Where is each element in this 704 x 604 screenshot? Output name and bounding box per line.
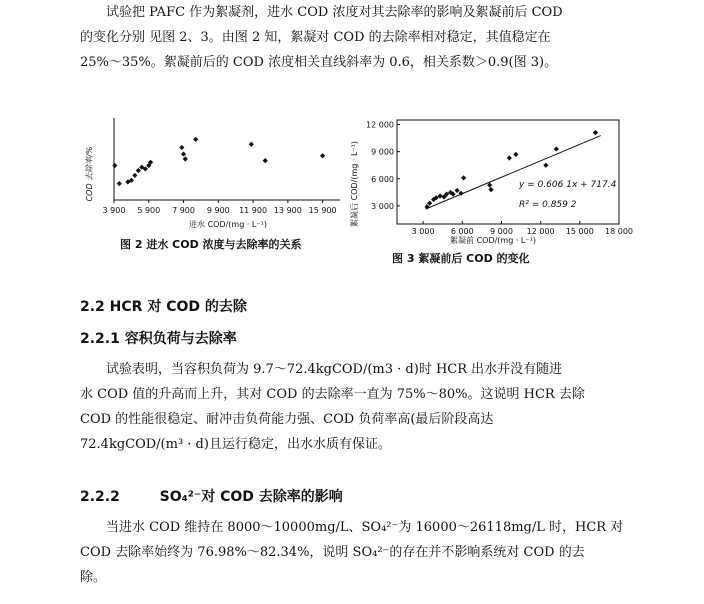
figure-3-x-tick-label: 12 000: [526, 227, 555, 236]
figure-2-data-point: [179, 145, 184, 150]
loading-line-1: 试验表明，当容积负荷为 9.7～72.4kgCOD/(m3 · d)时 HCR 出水并没有随进: [106, 362, 563, 377]
figure-3-x-tick-label: 15 000: [565, 227, 594, 236]
figure-2-data-point: [181, 151, 186, 156]
figure-3-data-point: [513, 152, 518, 157]
figure-3-x-tick-label: 9 000: [490, 227, 513, 236]
figure-2-data-point: [320, 153, 325, 158]
sulfate-paragraph: [80, 515, 640, 590]
figure-2-data-point: [183, 156, 188, 161]
figure-3-chart: [343, 112, 633, 250]
figure-3-r-squared: R² = 0.859 2: [519, 200, 577, 210]
intro-paragraph: [80, 0, 640, 75]
figure-3-data-point: [488, 187, 493, 192]
figure-2-data-point: [263, 158, 268, 163]
figure-3-plot-frame: [397, 120, 619, 224]
sulfate-line-2: COD 去除率始终为 76.98%～82.34%，说明 SO₄²⁻的存在并不影响系统对 COD 的去: [80, 545, 585, 560]
sulfate-line-1: 当进水 COD 维持在 8000～10000mg/L、SO₄²⁻为 16000～26118mg/L 时，HCR 对: [106, 520, 624, 535]
figure-3-data-point: [593, 130, 598, 135]
figure-2-x-axis-label: 进水 COD/(mg · L⁻¹): [189, 220, 267, 229]
figure-2-data-point: [132, 173, 137, 178]
figure-2-x-tick-label: 9 900: [206, 206, 230, 215]
intro-line-1: 试验把 PAFC 作为絮凝剂，进水 COD 浓度对其去除率的影响及絮凝前后 COD: [106, 5, 563, 20]
figure-3-data-point: [543, 163, 548, 168]
figure-2-data-point: [117, 181, 122, 186]
figure-3-data-point: [454, 188, 459, 193]
figure-3-data-point: [461, 175, 466, 180]
section-2-2-2-heading: [80, 486, 343, 506]
figure-3-y-tick-label: 6 000: [371, 174, 394, 184]
figure-3-caption: 图 3 絮凝前后 COD 的变化: [392, 252, 530, 265]
figure-2-x-tick-label: 13 900: [273, 206, 302, 215]
figure-2-x-tick-label: 15 900: [308, 206, 337, 215]
figure-2-data-point: [136, 168, 141, 173]
figure-2-caption: 图 2 进水 COD 浓度与去除率的关系: [120, 238, 302, 251]
figure-2-x-tick-label: 3 900: [102, 206, 126, 215]
section-2-2-2-number: 2.2.2: [80, 489, 120, 505]
intro-line-2: 的变化分别 见图 2、3。由图 2 知，絮凝对 COD 的去除率相对稳定，其值稳定在: [80, 30, 551, 45]
loading-rate-paragraph: [80, 357, 640, 457]
loading-line-4: 72.4kgCOD/(m³ · d)且运行稳定，出水水质有保证。: [80, 437, 391, 452]
figure-2-data-point: [112, 163, 117, 168]
figure-3-y-axis-label: 絮凝后 COD/(mg · L⁻¹): [350, 141, 359, 227]
section-2-2-1-heading: 2.2.1 容积负荷与去除率: [80, 331, 237, 347]
section-2-2-2-title: SO₄²⁻对 COD 去除率的影响: [159, 489, 343, 505]
figure-2-x-tick-label: 7 900: [172, 206, 195, 215]
figure-2-y-axis-label: COD 去除率/%: [85, 146, 94, 202]
figure-3-x-tick-label: 18 000: [605, 227, 633, 236]
figure-2-chart: [78, 112, 348, 232]
figure-2-x-tick-label: 11 900: [239, 206, 268, 215]
figure-3-x-tick-label: 3 000: [411, 227, 435, 236]
loading-line-3: COD 的性能很稳定、耐冲击负荷能力强、COD 负荷率高(最后阶段高达: [80, 412, 494, 427]
figure-2-x-tick-label: 5 900: [137, 206, 161, 215]
figure-3-x-axis-label: 絮凝前 COD/(mg · L⁻¹): [450, 236, 536, 245]
figure-3-data-point: [507, 155, 512, 160]
figure-3-y-tick-label: 9 000: [371, 147, 394, 157]
loading-line-2: 水 COD 值的升高而上升，其对 COD 的去除率一直为 75%～80%。这说明 HCR 去除: [80, 387, 585, 402]
figure-3-y-tick-label: 12 000: [366, 120, 394, 130]
figure-2-data-point: [249, 142, 254, 147]
figure-3-equation: y = 0.606 1x + 717.4: [519, 180, 617, 190]
figure-3-data-point: [554, 146, 559, 151]
figure-3-y-tick-label: 3 000: [371, 201, 394, 211]
intro-line-3: 25%～35%。絮凝前后的 COD 浓度相关直线斜率为 0.6，相关系数＞0.9(图 3)。: [80, 55, 558, 70]
sulfate-line-3: 除。: [80, 570, 107, 585]
section-2-2-heading: 2.2 HCR 对 COD 的去除: [80, 299, 247, 315]
figure-3-x-tick-label: 6 000: [450, 227, 474, 236]
figure-2-data-point: [193, 137, 198, 142]
figure-3-trendline: [426, 136, 601, 209]
